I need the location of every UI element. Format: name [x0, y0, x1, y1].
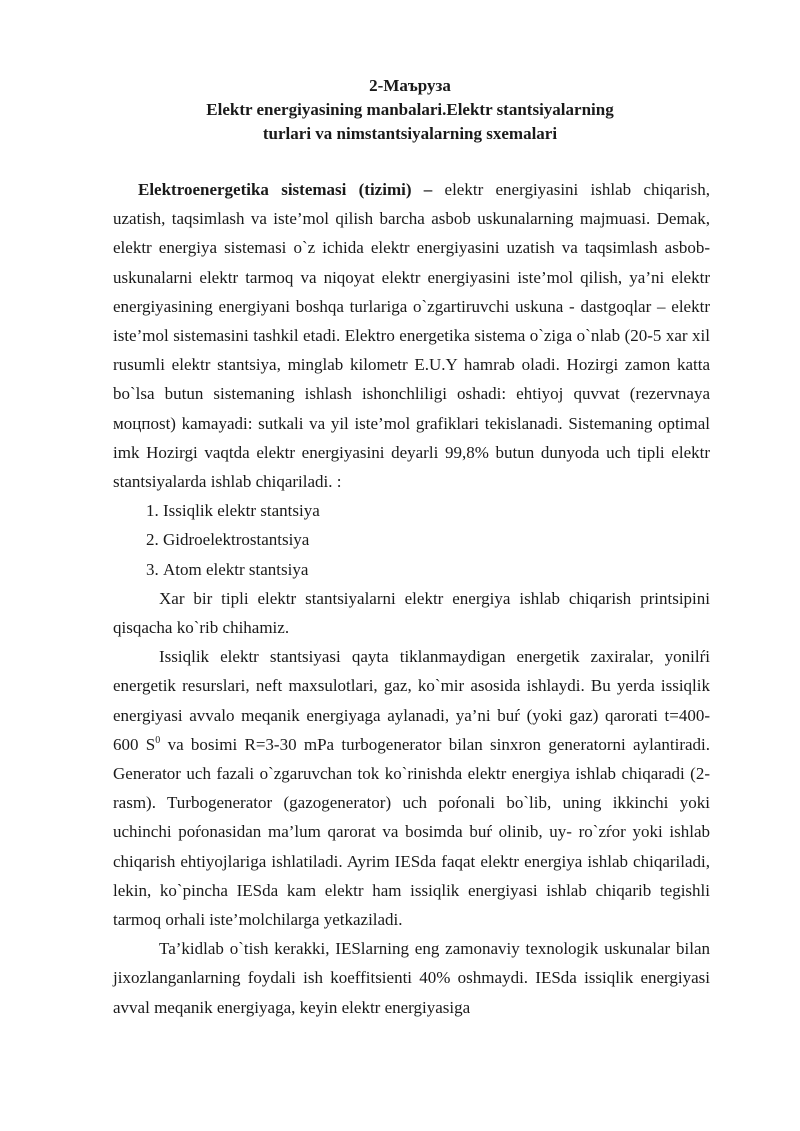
paragraph-definition [113, 175, 710, 496]
defined-term: Elektroenergetika sistemasi (tizimi) – [138, 180, 433, 199]
paragraph-efficiency: Ta’kidlab o`tish kerakki, IESlarning eng zamonaviy texnologik uskunalar bilan jixozlanganlarning foydali ish koeffitsienti 40% oshmaydi. IESda issiqlik energiyasi avval meqanik energiyaga, keyin elektr energiyasiga [113, 939, 710, 1017]
degree-superscript: 0 [155, 734, 161, 746]
station-types-list [113, 496, 710, 584]
lecture-number: 2-Маъруза [369, 76, 451, 95]
list-item: 3. Atom elektr stantsiya [163, 555, 710, 584]
lecture-title-line-1: Elektr energiyasining manbalari.Elektr stantsiyalarning [206, 100, 614, 119]
paragraph-thermal-plant: Issiqlik elektr stantsiyasi qayta tiklanmaydigan energetik zaxiralar, yonilŕi energetik resurslari, neft maxsulotlari, gaz, ko`mir asosida ishlaydi. Bu yerda issiqlik energiyasi avvalo meqanik energiyaga aylanadi, ya’ni buŕ (yoki gaz) qarorati t=400-600 $S^0$ va bosimi R=3-30 mPa turbogenerator bilan sinxron generatorni aylantiradi. Generator uch fazali o`zgaruvchan tok ko`rinishda elektr energiya ishlab chiqaradi (2-rasm). Turbogenerator (gazogenerator) uch poŕonali bo`lib, uning ikkinchi yoki uchinchi poŕonasidan ma’lum qarorat va bosimda buŕ olinib, uy- ro`zŕor yoki ishlab chiqarish ehtiyojlariga ishlatiladi. Ayrim IESda faqat elektr energiya ishlab chiqariladi, lekin, ko`pincha IESda kam elektr ham issiqlik energiyasi ishlab chiqarib tegishli tarmoq orhali iste’molchilarga yetkaziladi. [113, 647, 710, 930]
lecture-header [110, 74, 710, 146]
document-body [113, 175, 710, 1022]
paragraph-intro: Xar bir tipli elektr stantsiyalarni elektr energiya ishlab chiqarish printsipini qisqacha ko`rib chihamiz. [113, 588, 710, 638]
list-item: 1. Issiqlik elektr stantsiya [163, 496, 710, 525]
definition-text: elektr energiyasini ishlab chiqarish, uzatish, taqsimlash va iste’mol qilish barcha asbob uskunalarning majmuasi. Demak, elektr energiya sistemasi o`z ichida elektr energiyasini uzatish va taqsimlash asbob-uskunalarni elektr tarmoq va niqoyat elektr energiyasini iste’mol qilish, ya’ni elektr energiyasining energiyani boshqa turlariga o`zgartiruvchi uskuna - dastgoqlar – elektr iste’mol sistemasini tashkil etadi. Elektro energetika sistema o`ziga o`nlab (20-5 xar xil rusumli elektr stantsiya, minglab kilometr E.U.Y hamrab oladi. Hozirgi zamon katta bo`lsa butun sistemaning ishlash ishonchliligi oshadi: ehtiyoj quvvat (rezervnaya моцпost) kamayadi: sutkali va yil iste’mol grafiklari tekislanadi. Sistemaning optimal imk Hozirgi vaqtda elektr energiyasini deyarli 99,8% butun dunyoda uch tipli elektr stantsiyalarda ishlab chiqariladi. : [113, 180, 710, 492]
lecture-title-line-2: turlari va nimstantsiyalarning sxemalari [262, 124, 558, 143]
list-item: 2. Gidroelektrostantsiya [163, 525, 710, 554]
